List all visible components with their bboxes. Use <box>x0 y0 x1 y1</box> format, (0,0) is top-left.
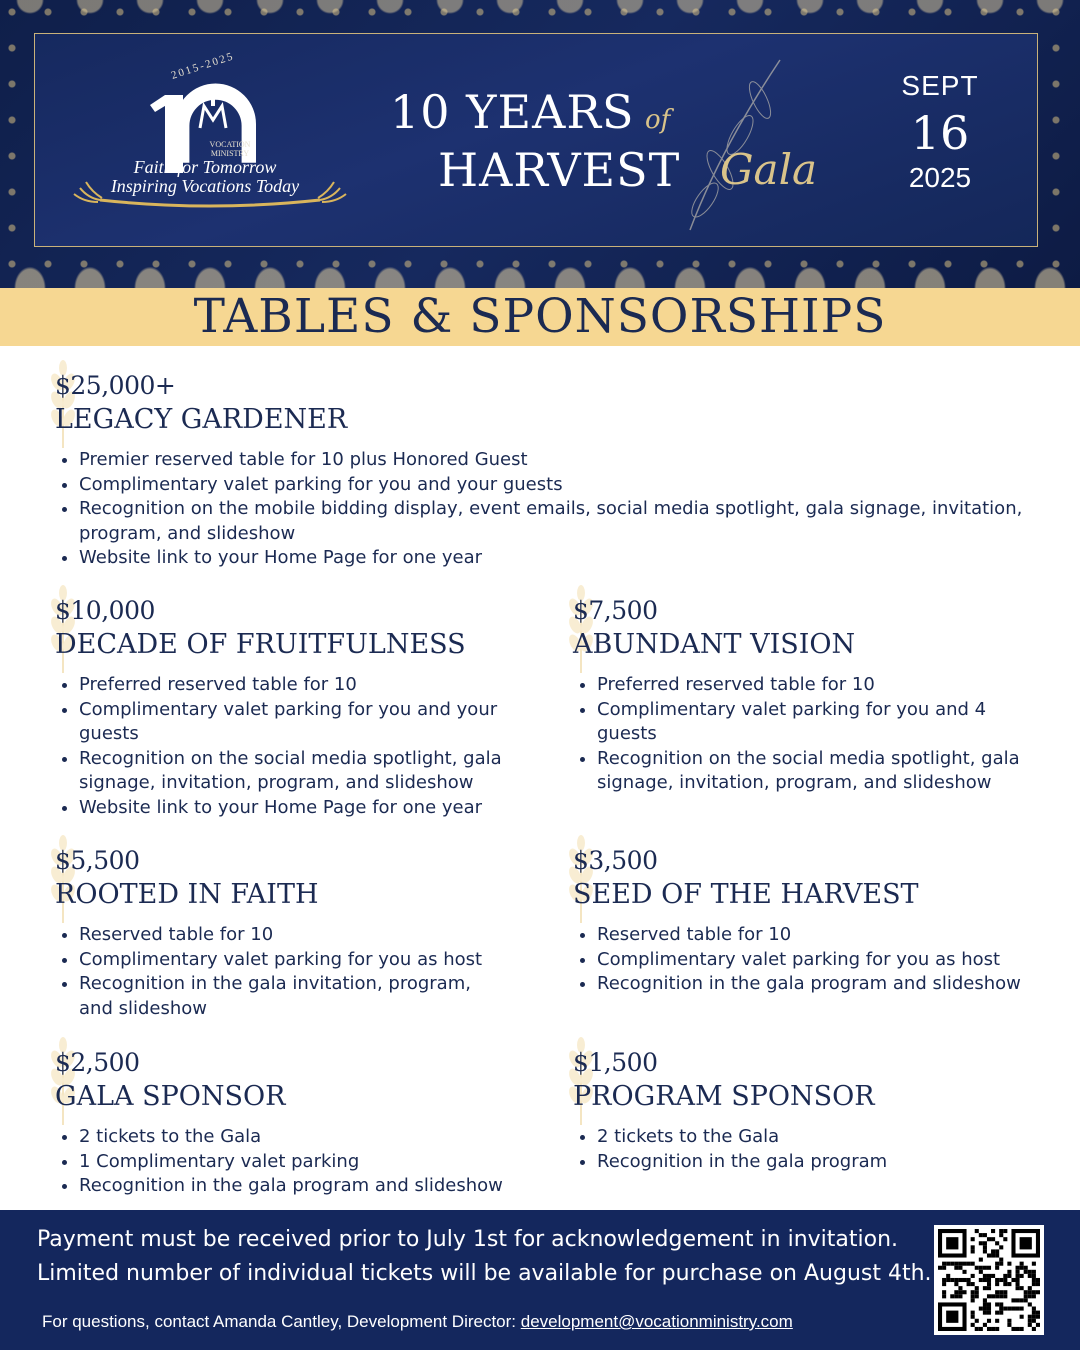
title-line-2: HARVEST <box>438 143 681 197</box>
benefit-item: • Website link to your Home Page for one year <box>79 796 525 821</box>
logo-ministry: VOCATION MINISTRY <box>209 140 251 158</box>
tier-name: ABUNDANT VISION <box>573 629 856 660</box>
benefit-item: • Complimentary valet parking for you as host <box>79 948 485 973</box>
tier-program-sponsor <box>573 1047 1043 1174</box>
logo-years: 2015-2025 <box>169 50 236 82</box>
logo-tagline-2: Inspiring Vocations Today <box>110 176 300 196</box>
benefit-item: • Premier reserved table for 10 plus Honored Guest <box>79 448 1045 473</box>
header <box>0 0 1080 288</box>
benefit-item: • Recognition in the gala program and slideshow <box>597 972 1043 997</box>
benefit-list <box>55 923 485 1021</box>
logo-tagline-1: Faith for Tomorrow <box>133 157 277 177</box>
tier-name: SEED OF THE HARVEST <box>573 879 919 910</box>
contact-prefix: For questions, contact Amanda Cantley, Development Director: <box>42 1312 521 1331</box>
benefit-item: • Recognition on the social media spotlight, gala signage, invitation, program, and slideshow <box>597 747 1043 796</box>
benefit-item: • Complimentary valet parking for you and your guests <box>79 473 1045 498</box>
tier-price: $10,000 <box>55 596 155 625</box>
benefit-item: • Recognition in the gala program <box>597 1150 1043 1175</box>
benefit-item: • Recognition on the mobile bidding display, event emails, social media spotlight, gala signage, invitation, program, and slideshow <box>79 497 1045 546</box>
benefit-item: • 1 Complimentary valet parking <box>79 1150 535 1175</box>
benefit-item: • 2 tickets to the Gala <box>79 1125 535 1150</box>
benefit-item: • 2 tickets to the Gala <box>597 1125 1043 1150</box>
benefit-item: • Complimentary valet parking for you and 4 guests <box>597 698 1043 747</box>
tier-price: $25,000+ <box>55 371 176 400</box>
page-title: TABLES & SPONSORSHIPS <box>193 289 887 344</box>
tier-name: ROOTED IN FAITH <box>55 879 319 910</box>
tier-name: GALA SPONSOR <box>55 1081 286 1112</box>
title-line-1: 10 YEARS <box>390 85 635 139</box>
benefit-item: • Preferred reserved table for 10 <box>79 673 525 698</box>
lace-border-bottom <box>0 248 1080 288</box>
wheat-icon <box>60 178 360 218</box>
tier-price: $2,500 <box>55 1048 140 1077</box>
footer <box>0 1210 1080 1350</box>
tier-name: PROGRAM SPONSOR <box>573 1081 875 1112</box>
payment-note: Payment must be received prior to July 1st for acknowledgement in invitation. <box>37 1227 899 1252</box>
benefit-list <box>55 448 1045 571</box>
tickets-note: Limited number of individual tickets will be available for purchase on August 4th. <box>37 1261 932 1286</box>
title-of: of <box>645 105 671 135</box>
benefit-list <box>55 673 525 820</box>
tier-decade-of-fruitfulness <box>55 595 525 820</box>
event-date <box>880 70 1000 194</box>
tier-rooted-in-faith <box>55 845 485 1021</box>
contact-email-link[interactable]: development@vocationministry.com <box>520 1312 793 1331</box>
benefit-item: • Preferred reserved table for 10 <box>597 673 1043 698</box>
benefit-list <box>573 673 1043 796</box>
tier-price: $7,500 <box>573 596 658 625</box>
benefit-list <box>573 923 1043 997</box>
benefit-item: • Website link to your Home Page for one year <box>79 546 1045 571</box>
event-title <box>380 85 860 215</box>
tier-name: LEGACY GARDENER <box>55 404 348 435</box>
benefit-item: • Reserved table for 10 <box>79 923 485 948</box>
benefit-item: • Recognition on the social media spotlight, gala signage, invitation, program, and slideshow <box>79 747 525 796</box>
cross-monogram-icon <box>196 90 230 130</box>
benefit-item: • Recognition in the gala program and slideshow <box>79 1174 535 1199</box>
title-gala: Gala <box>720 145 818 194</box>
tier-price: $1,500 <box>573 1048 658 1077</box>
tier-seed-of-the-harvest <box>573 845 1043 997</box>
contact-line <box>42 1312 793 1332</box>
tier-price: $5,500 <box>55 846 140 875</box>
tier-abundant-vision <box>573 595 1043 796</box>
date-year: 2025 <box>908 162 972 193</box>
lace-border-top <box>0 0 1080 30</box>
benefit-item: • Reserved table for 10 <box>597 923 1043 948</box>
date-month: SEPT <box>901 70 979 101</box>
tier-name: DECADE OF FRUITFULNESS <box>55 629 466 660</box>
qr-code-graphic <box>938 1229 1040 1331</box>
section-banner <box>0 288 1080 346</box>
benefit-list <box>573 1125 1043 1174</box>
tier-price: $3,500 <box>573 846 658 875</box>
benefit-list <box>55 1125 535 1199</box>
benefit-item: • Complimentary valet parking for you and your guests <box>79 698 525 747</box>
tier-legacy-gardener <box>55 370 1045 571</box>
logo <box>50 50 360 220</box>
date-day: 16 <box>910 106 970 160</box>
benefit-item: • Recognition in the gala invitation, program, and slideshow <box>79 972 485 1021</box>
tier-gala-sponsor <box>55 1047 535 1199</box>
qr-code-icon[interactable] <box>934 1225 1044 1335</box>
benefit-item: • Complimentary valet parking for you as host <box>597 948 1043 973</box>
